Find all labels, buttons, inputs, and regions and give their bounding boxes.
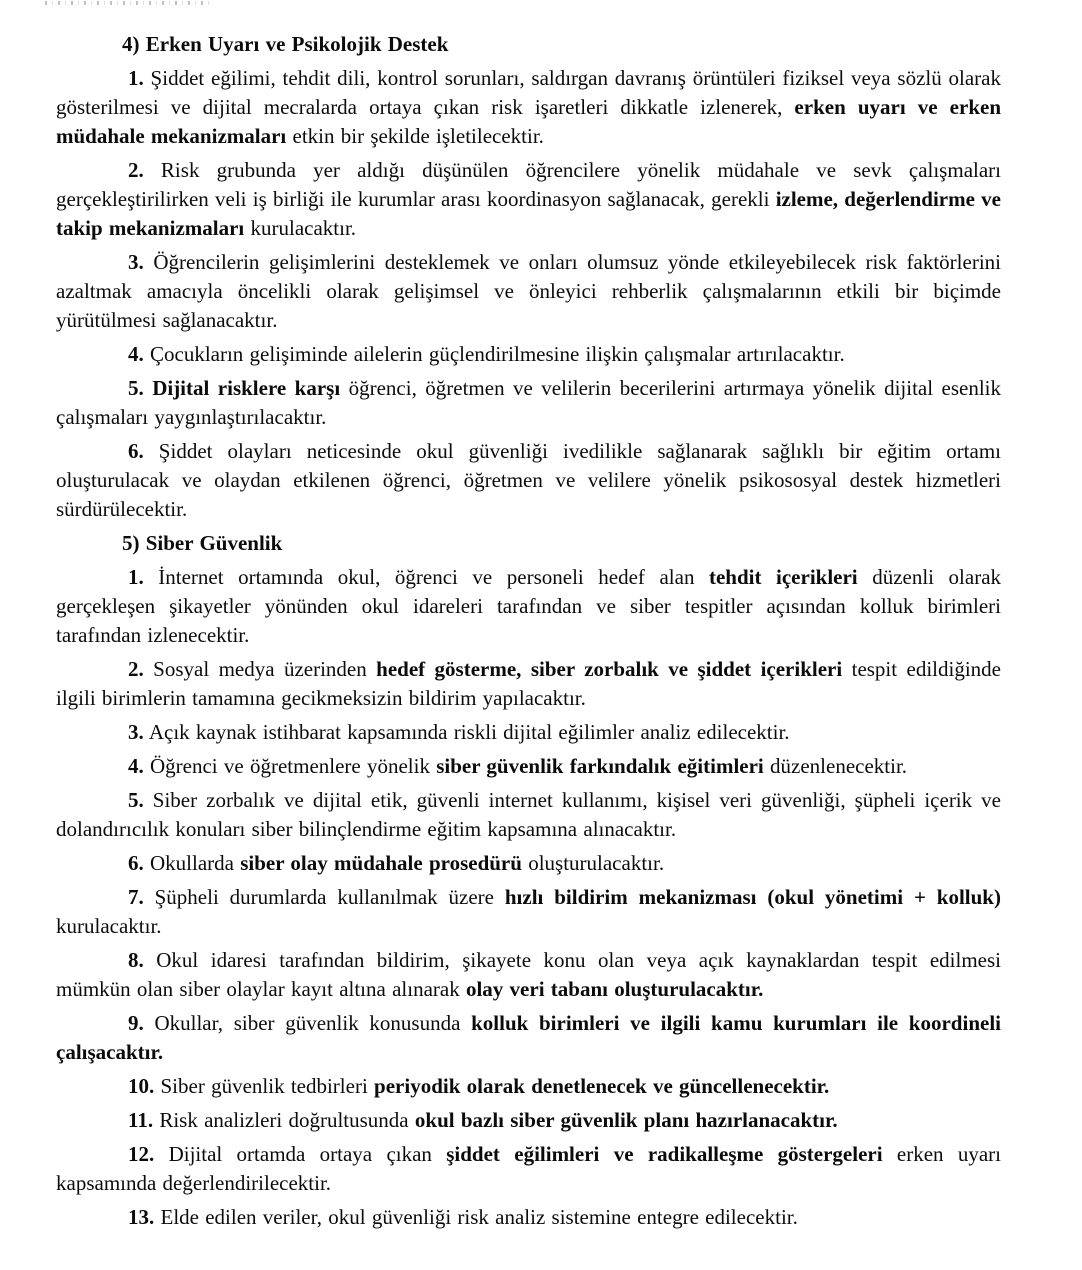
bold-text-run: 12. [128, 1142, 155, 1166]
text-run: Şiddet olayları neticesinde okul güvenliği ivedilikle sağlanarak sağlıklı bir eğitim ortamı oluşturulacak ve olaydan etkilenen öğrenci, öğretmen ve velilere yönelik psikososyal destek hizmetleri sürdürülecektir. [56, 439, 1001, 521]
bold-text-run: izleme, değerlendirme ve takip mekanizmaları [56, 187, 1002, 240]
numbered-paragraph [56, 1072, 1001, 1101]
bold-text-run: 4. [128, 342, 144, 366]
text-run: öğrenci, öğretmen ve velilerin becerilerini artırmaya yönelik dijital esenlik çalışmaları yaygınlaştırılacaktır. [56, 376, 1001, 429]
text-run: kurulacaktır. [244, 216, 357, 240]
bold-text-run: 13. [128, 1205, 155, 1229]
numbered-paragraph [56, 849, 1001, 878]
text-run: Siber güvenlik tedbirleri [154, 1074, 375, 1098]
numbered-paragraph [56, 1009, 1001, 1067]
text-run: düzenli olarak gerçekleşen şikayetler yönünden okul idareleri tarafından ve siber tespitler açısından kolluk birimleri tarafından izlenecektir. [56, 565, 1002, 647]
text-run: Okul idaresi tarafından bildirim, şikayete konu olan veya açık kaynaklardan tespit edilmesi mümkün olan siber olaylar kayıt altına alınarak [56, 948, 1001, 1001]
numbered-paragraph [56, 752, 1001, 781]
bold-text-run: 6. [128, 439, 144, 463]
numbered-paragraph [56, 156, 1001, 243]
text-run: erken uyarı kapsamında değerlendirilecektir. [56, 1142, 1001, 1195]
bold-text-run: 11. [128, 1108, 154, 1132]
bold-text-run: 5. Dijital risklere karşı [128, 376, 341, 400]
bold-text-run: 1. [128, 565, 144, 589]
numbered-paragraph [56, 718, 1001, 747]
numbered-paragraph [56, 64, 1001, 151]
text-run: Şiddet eğilimi, tehdit dili, kontrol sorunları, saldırgan davranış örüntüleri fiziksel veya sözlü olarak gösterilmesi ve dijital mecralarda ortaya çıkan risk işaretleri dikkatle izlenerek, [56, 66, 1001, 119]
bold-text-run: hedef gösterme, siber zorbalık ve şiddet içerikleri [376, 657, 843, 681]
bold-text-run: kolluk birimleri ve ilgili kamu kurumları ile koordineli çalışacaktır. [56, 1011, 1001, 1064]
bold-text-run: şiddet eğilimleri ve radikalleşme göstergeleri [446, 1142, 883, 1166]
numbered-paragraph [56, 374, 1001, 432]
bold-text-run: erken uyarı ve erken müdahale mekanizmaları [56, 95, 1001, 148]
bold-text-run: olay veri tabanı oluşturulacaktır. [465, 977, 764, 1001]
text-run: Okullar, siber güvenlik konusunda [143, 1011, 472, 1035]
text-run: Açık kaynak istihbarat kapsamında riskli dijital eğilimler analiz edilecektir. [143, 720, 790, 744]
bold-text-run: 2. [128, 657, 144, 681]
numbered-paragraph [56, 655, 1001, 713]
bold-text-run: 4. [128, 754, 144, 778]
bold-text-run: periyodik olarak denetlenecek ve güncellenecektir. [374, 1074, 830, 1098]
text-run: Öğrencilerin gelişimlerini desteklemek ve onları olumsuz yönde etkileyebilecek risk faktörlerini azaltmak amacıyla öncelikli olarak gelişimsel ve önleyici rehberlik çalışmalarının etkili bir biçimde yürütülmesi sağlanacaktır. [56, 250, 1001, 332]
bold-text-run: 5. [128, 788, 144, 812]
numbered-paragraph [56, 248, 1001, 335]
bold-text-run: okul bazlı siber güvenlik planı hazırlanacaktır. [414, 1108, 838, 1132]
text-run: Risk grubunda yer aldığı düşünülen öğrencilere yönelik müdahale ve sevk çalışmaları gerçekleştirilirken veli iş birliği ile kurumlar arası koordinasyon sağlanacak, gerekli [56, 158, 1001, 211]
numbered-paragraph [56, 1203, 1001, 1232]
numbered-paragraph [56, 883, 1001, 941]
text-run: düzenlenecektir. [763, 754, 908, 778]
numbered-paragraph [56, 437, 1001, 524]
numbered-paragraph [56, 563, 1001, 650]
bold-text-run: 9. [128, 1011, 144, 1035]
numbered-paragraph [56, 1140, 1001, 1198]
bold-text-run: siber güvenlik farkındalık eğitimleri [436, 754, 764, 778]
text-run: İnternet ortamında okul, öğrenci ve personeli hedef alan [143, 565, 709, 589]
text-run: Okullarda [143, 851, 241, 875]
text-run: tespit edildiğinde ilgili birimlerin tamamına gecikmeksizin bildirim yapılacaktır. [56, 657, 1001, 710]
bold-text-run: siber olay müdahale prosedürü [240, 851, 522, 875]
bold-text-run: tehdit içerikleri [708, 565, 858, 589]
text-run: Şüpheli durumlarda kullanılmak üzere [143, 885, 505, 909]
text-run: Çocukların gelişiminde ailelerin güçlendirilmesine ilişkin çalışmalar artırılacaktır. [143, 342, 845, 366]
bold-text-run: 8. [128, 948, 144, 972]
bold-text-run: 10. [128, 1074, 155, 1098]
numbered-paragraph [56, 946, 1001, 1004]
text-run: kurulacaktır. [56, 914, 162, 938]
document-body [56, 30, 1001, 1232]
bold-text-run: 4) Erken Uyarı ve Psikolojik Destek [122, 32, 449, 56]
text-run: Siber zorbalık ve dijital etik, güvenli internet kullanımı, kişisel veri güvenliği, şüpheli içerik ve dolandırıcılık konuları siber bilinçlendirme eğitim kapsamına alınacaktır. [56, 788, 1001, 841]
numbered-paragraph [56, 1106, 1001, 1135]
numbered-paragraph [56, 340, 1001, 369]
bold-text-run: 1. [128, 66, 144, 90]
text-run: oluşturulacaktır. [521, 851, 665, 875]
section-heading [56, 30, 1001, 59]
text-run: Öğrenci ve öğretmenlere yönelik [143, 754, 437, 778]
text-run: Dijital ortamda ortaya çıkan [154, 1142, 447, 1166]
text-run: Risk analizleri doğrultusunda [153, 1108, 415, 1132]
numbered-paragraph [56, 786, 1001, 844]
bold-text-run: 3. [128, 720, 144, 744]
text-run: Elde edilen veriler, okul güvenliği risk analiz sistemine entegre edilecektir. [154, 1205, 798, 1229]
bold-text-run: 6. [128, 851, 144, 875]
bold-text-run: 2. [128, 158, 144, 182]
bold-text-run: 3. [128, 250, 144, 274]
text-run: etkin bir şekilde işletilecektir. [286, 124, 544, 148]
text-run: Sosyal medya üzerinden [143, 657, 377, 681]
bold-text-run: 5) Siber Güvenlik [122, 531, 283, 555]
cut-off-text-fragment [45, 1, 210, 5]
bold-text-run: 7. [128, 885, 144, 909]
section-heading [56, 529, 1001, 558]
bold-text-run: hızlı bildirim mekanizması (okul yönetimi + kolluk) [504, 885, 1001, 909]
